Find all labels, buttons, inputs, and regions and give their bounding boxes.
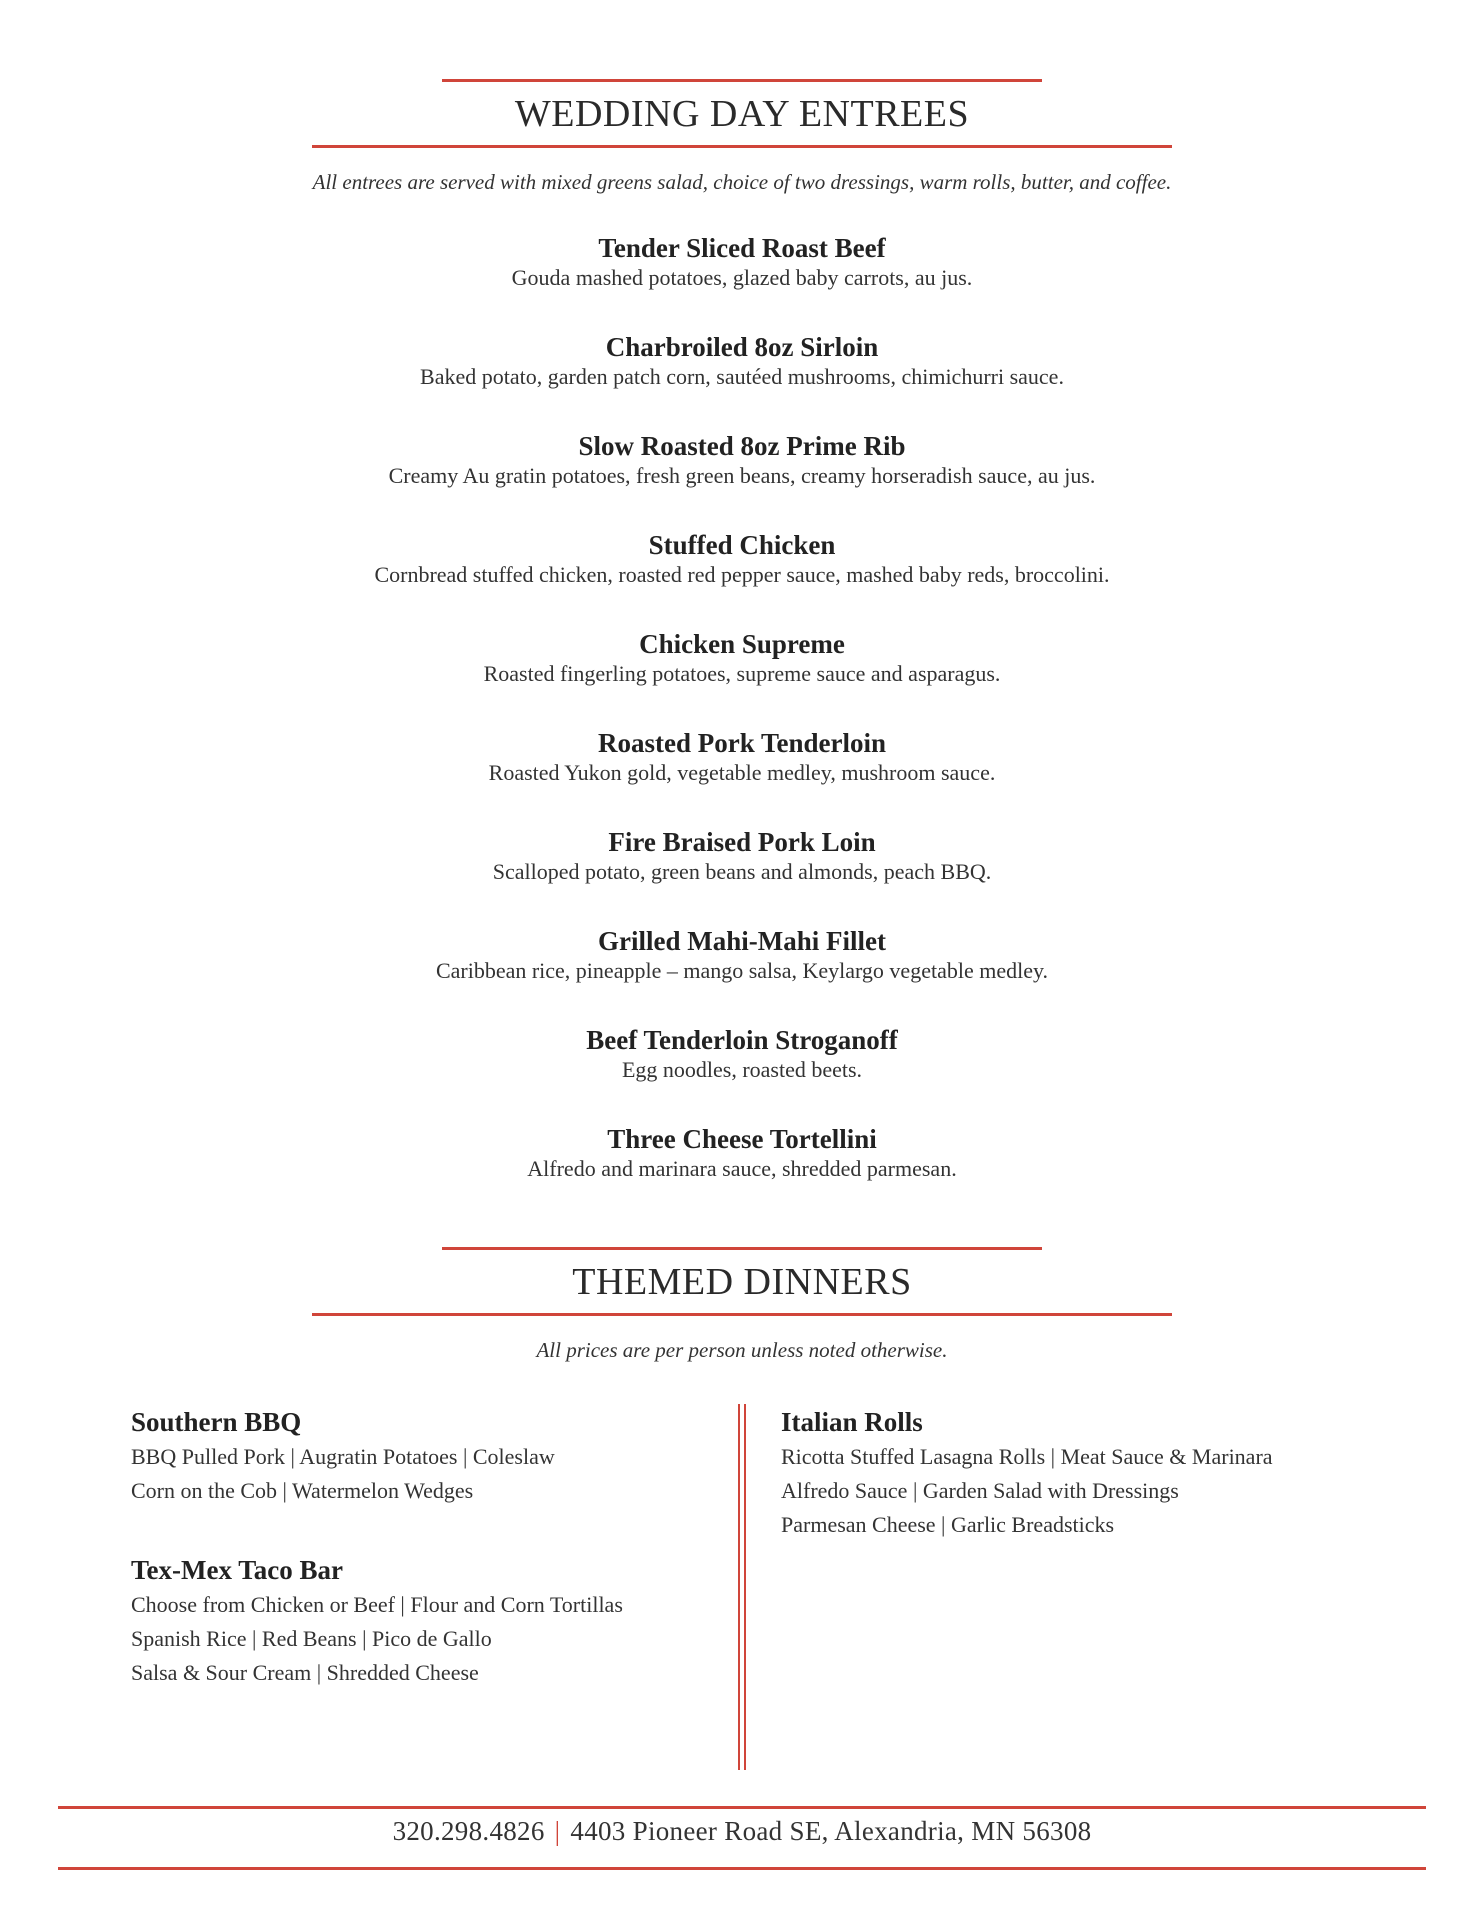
entree-list xyxy=(0,232,1484,1222)
dinner-name: Tex-Mex Taco Bar xyxy=(131,1555,343,1585)
entrees-top-rule xyxy=(442,79,1042,82)
entree-description: Alfredo and marinara sauce, shredded parmesan. xyxy=(527,1156,957,1181)
themed-title: THEMED DINNERS xyxy=(572,1261,912,1303)
entree-name: Fire Braised Pork Loin xyxy=(608,827,876,857)
entree-description: Gouda mashed potatoes, glazed baby carrots, au jus. xyxy=(511,265,973,290)
dinner-line: Spanish Rice | Red Beans | Pico de Gallo xyxy=(131,1626,492,1651)
entree-item xyxy=(0,628,1484,727)
entree-name: Chicken Supreme xyxy=(639,629,845,659)
footer-bottom-rule xyxy=(58,1867,1426,1870)
dinner-line: Alfredo Sauce | Garden Salad with Dressings xyxy=(781,1478,1179,1503)
entree-item xyxy=(0,430,1484,529)
footer-phone: 320.298.4826 xyxy=(392,1816,545,1846)
entree-name: Charbroiled 8oz Sirloin xyxy=(605,332,879,362)
footer-contact xyxy=(0,1816,1484,1847)
entree-name: Stuffed Chicken xyxy=(648,530,836,560)
entree-item xyxy=(0,1123,1484,1222)
entree-name: Grilled Mahi-Mahi Fillet xyxy=(598,926,886,956)
dinner-line: BBQ Pulled Pork | Augratin Potatoes | Coleslaw xyxy=(131,1444,555,1469)
entree-name: Three Cheese Tortellini xyxy=(607,1124,877,1154)
entree-description: Scalloped potato, green beans and almonds, peach BBQ. xyxy=(492,859,992,884)
dinner-line: Corn on the Cob | Watermelon Wedges xyxy=(131,1478,474,1503)
entree-item xyxy=(0,826,1484,925)
entree-description: Roasted fingerling potatoes, supreme sauce and asparagus. xyxy=(483,661,1001,686)
entree-item xyxy=(0,529,1484,628)
column-divider-right xyxy=(744,1404,746,1770)
column-divider-left xyxy=(738,1404,740,1770)
entree-description: Cornbread stuffed chicken, roasted red pepper sauce, mashed baby reds, broccolini. xyxy=(374,562,1110,587)
entree-description: Caribbean rice, pineapple – mango salsa, Keylargo vegetable medley. xyxy=(435,958,1049,983)
themed-bottom-rule xyxy=(312,1313,1172,1316)
entree-description: Roasted Yukon gold, vegetable medley, mushroom sauce. xyxy=(488,760,996,785)
entree-name: Beef Tenderloin Stroganoff xyxy=(586,1025,898,1055)
footer-address: 4403 Pioneer Road SE, Alexandria, MN 56308 xyxy=(570,1816,1092,1846)
entree-item xyxy=(0,232,1484,331)
footer-separator: | xyxy=(554,1816,561,1846)
dinner-name: Italian Rolls xyxy=(781,1407,923,1437)
dinner-name: Southern BBQ xyxy=(131,1407,302,1437)
themed-dinner xyxy=(131,1552,711,1690)
themed-top-rule xyxy=(442,1247,1042,1250)
themed-subtitle: All prices are per person unless noted otherwise. xyxy=(536,1338,948,1362)
themed-left-column xyxy=(131,1404,711,1734)
dinner-line: Choose from Chicken or Beef | Flour and Corn Tortillas xyxy=(131,1592,623,1617)
dinner-line: Ricotta Stuffed Lasagna Rolls | Meat Sauce & Marinara xyxy=(781,1444,1273,1469)
dinner-line: Parmesan Cheese | Garlic Breadsticks xyxy=(781,1512,1115,1537)
entree-description: Creamy Au gratin potatoes, fresh green beans, creamy horseradish sauce, au jus. xyxy=(388,463,1096,488)
entree-name: Tender Sliced Roast Beef xyxy=(598,233,886,263)
themed-right-column xyxy=(781,1404,1401,1586)
themed-dinner xyxy=(781,1404,1401,1542)
entrees-title: WEDDING DAY ENTREES xyxy=(514,93,970,135)
entree-description: Baked potato, garden patch corn, sautéed mushrooms, chimichurri sauce. xyxy=(420,364,1064,389)
entree-item xyxy=(0,925,1484,1024)
entree-item xyxy=(0,727,1484,826)
footer-top-rule xyxy=(58,1806,1426,1809)
entree-name: Roasted Pork Tenderloin xyxy=(597,728,887,758)
entree-item xyxy=(0,331,1484,430)
entree-name: Slow Roasted 8oz Prime Rib xyxy=(578,431,906,461)
themed-dinner xyxy=(131,1404,711,1508)
dinner-line: Salsa & Sour Cream | Shredded Cheese xyxy=(131,1660,479,1685)
entrees-bottom-rule xyxy=(312,145,1172,148)
entrees-subtitle: All entrees are served with mixed greens salad, choice of two dressings, warm rolls, butter, and coffee. xyxy=(312,170,1172,194)
entree-item xyxy=(0,1024,1484,1123)
entree-description: Egg noodles, roasted beets. xyxy=(621,1057,863,1082)
